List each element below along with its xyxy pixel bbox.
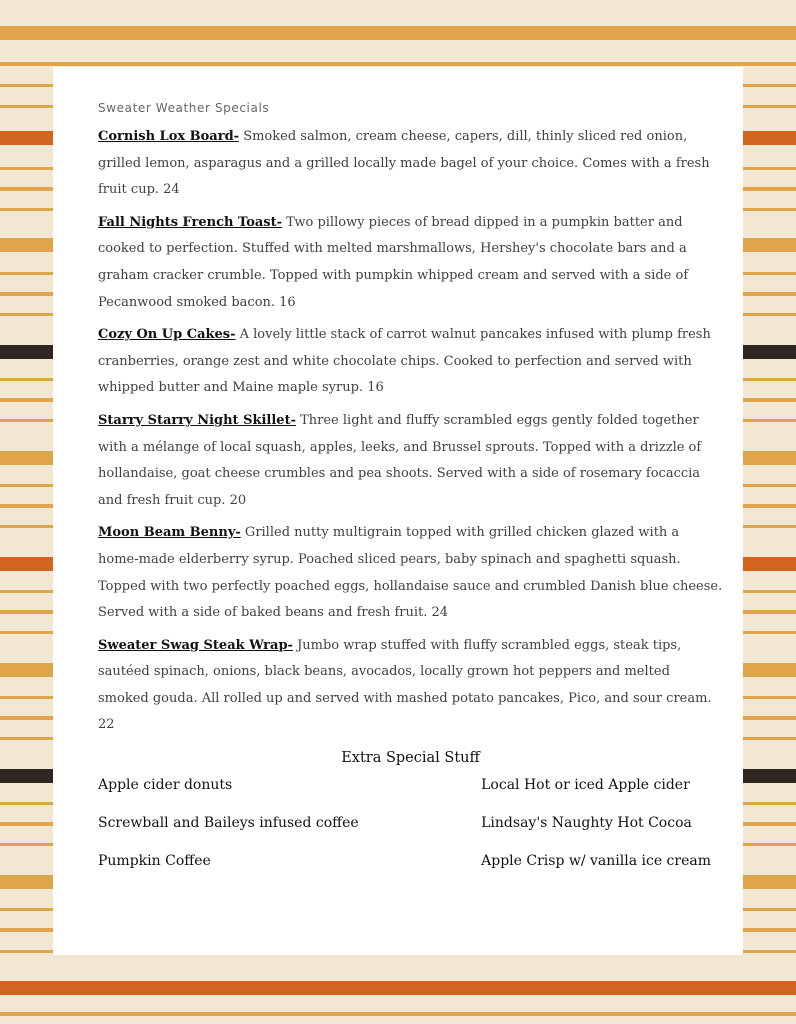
menu-item-name: Cozy On Up Cakes- [98, 327, 236, 343]
background-stripe [0, 26, 796, 40]
menu-item-description: Jumbo wrap stuffed with fluffy scrambled eggs, steak tips, sautéed spinach, onions, black beans, avocados, locally grown hot peppers and melted smoked gouda. All rolled up and served with mashed potato pancakes, Pico, and sour cream. 22 [98, 637, 712, 733]
extra-item: Apple cider donuts [98, 777, 233, 794]
extra-item: Lindsay's Naughty Hot Cocoa [481, 815, 692, 832]
background-stripe [0, 1012, 796, 1016]
extra-item: Apple Crisp w/ vanilla ice cream [481, 853, 711, 870]
background-stripe [0, 62, 796, 66]
menu-item-description: Grilled nutty multigrain topped with grilled chicken glazed with a home-made elderberry syrup. Poached sliced pears, baby spinach and spaghetti squash. Topped with two perfectly poached eggs, hollandaise sauce and crumbled Danish blue cheese. Served with a side of baked beans and fresh fruit. 24 [98, 525, 723, 621]
menu-item-name: Moon Beam Benny- [98, 525, 241, 541]
extra-item: Local Hot or iced Apple cider [481, 777, 690, 794]
extra-item: Screwball and Baileys infused coffee [98, 815, 359, 832]
menu-item-description: Two pillowy pieces of bread dipped in a pumpkin batter and cooked to perfection. Stuffed with melted marshmallows, Hershey's chocolate bars and a graham cracker crumble. Topped with pumpkin whipped cream and served with a side of Pecanwood smoked bacon. 16 [98, 214, 689, 310]
extras-left-column [98, 775, 359, 889]
menu-item [98, 520, 723, 626]
menu-item-name: Cornish Lox Board- [98, 129, 240, 144]
extras-list [98, 775, 723, 889]
menu-item-description: Three light and fluffy scrambled eggs gently folded together with a mélange of local squash, apples, leeks, and Brussel sprouts. Topped with a drizzle of hollandaise, goat cheese crumbles and pea shoots. Served with a side of rosemary focaccia and fresh fruit cup. 20 [98, 412, 702, 508]
menu-item-name: Sweater Swag Steak Wrap- [98, 637, 293, 653]
menu-item [98, 633, 723, 739]
menu-item-name: Fall Nights French Toast- [98, 214, 283, 230]
menu-item [98, 124, 723, 204]
menu-item [98, 408, 723, 514]
menu-item-name: Starry Starry Night Skillet- [98, 412, 296, 428]
menu-item-description: Smoked salmon, cream cheese, capers, dill, thinly sliced red onion, grilled lemon, asparagus and a grilled locally made bagel of your choice. Comes with a fresh fruit cup. 24 [98, 129, 710, 198]
menu-page [53, 67, 743, 955]
background-stripe [0, 981, 796, 995]
page-title: Sweater Weather Specials [98, 101, 270, 115]
menu-item [98, 322, 723, 402]
menu-item-description: A lovely little stack of carrot walnut pancakes infused with plump fresh cranberries, orange zest and white chocolate chips. Cooked to perfection and served with whipped butter and Maine maple syrup. 16 [98, 327, 711, 396]
menu-item [98, 210, 723, 316]
extras-title: Extra Special Stuff [341, 750, 480, 767]
extras-right-column [481, 775, 711, 889]
extra-item: Pumpkin Coffee [98, 853, 211, 870]
